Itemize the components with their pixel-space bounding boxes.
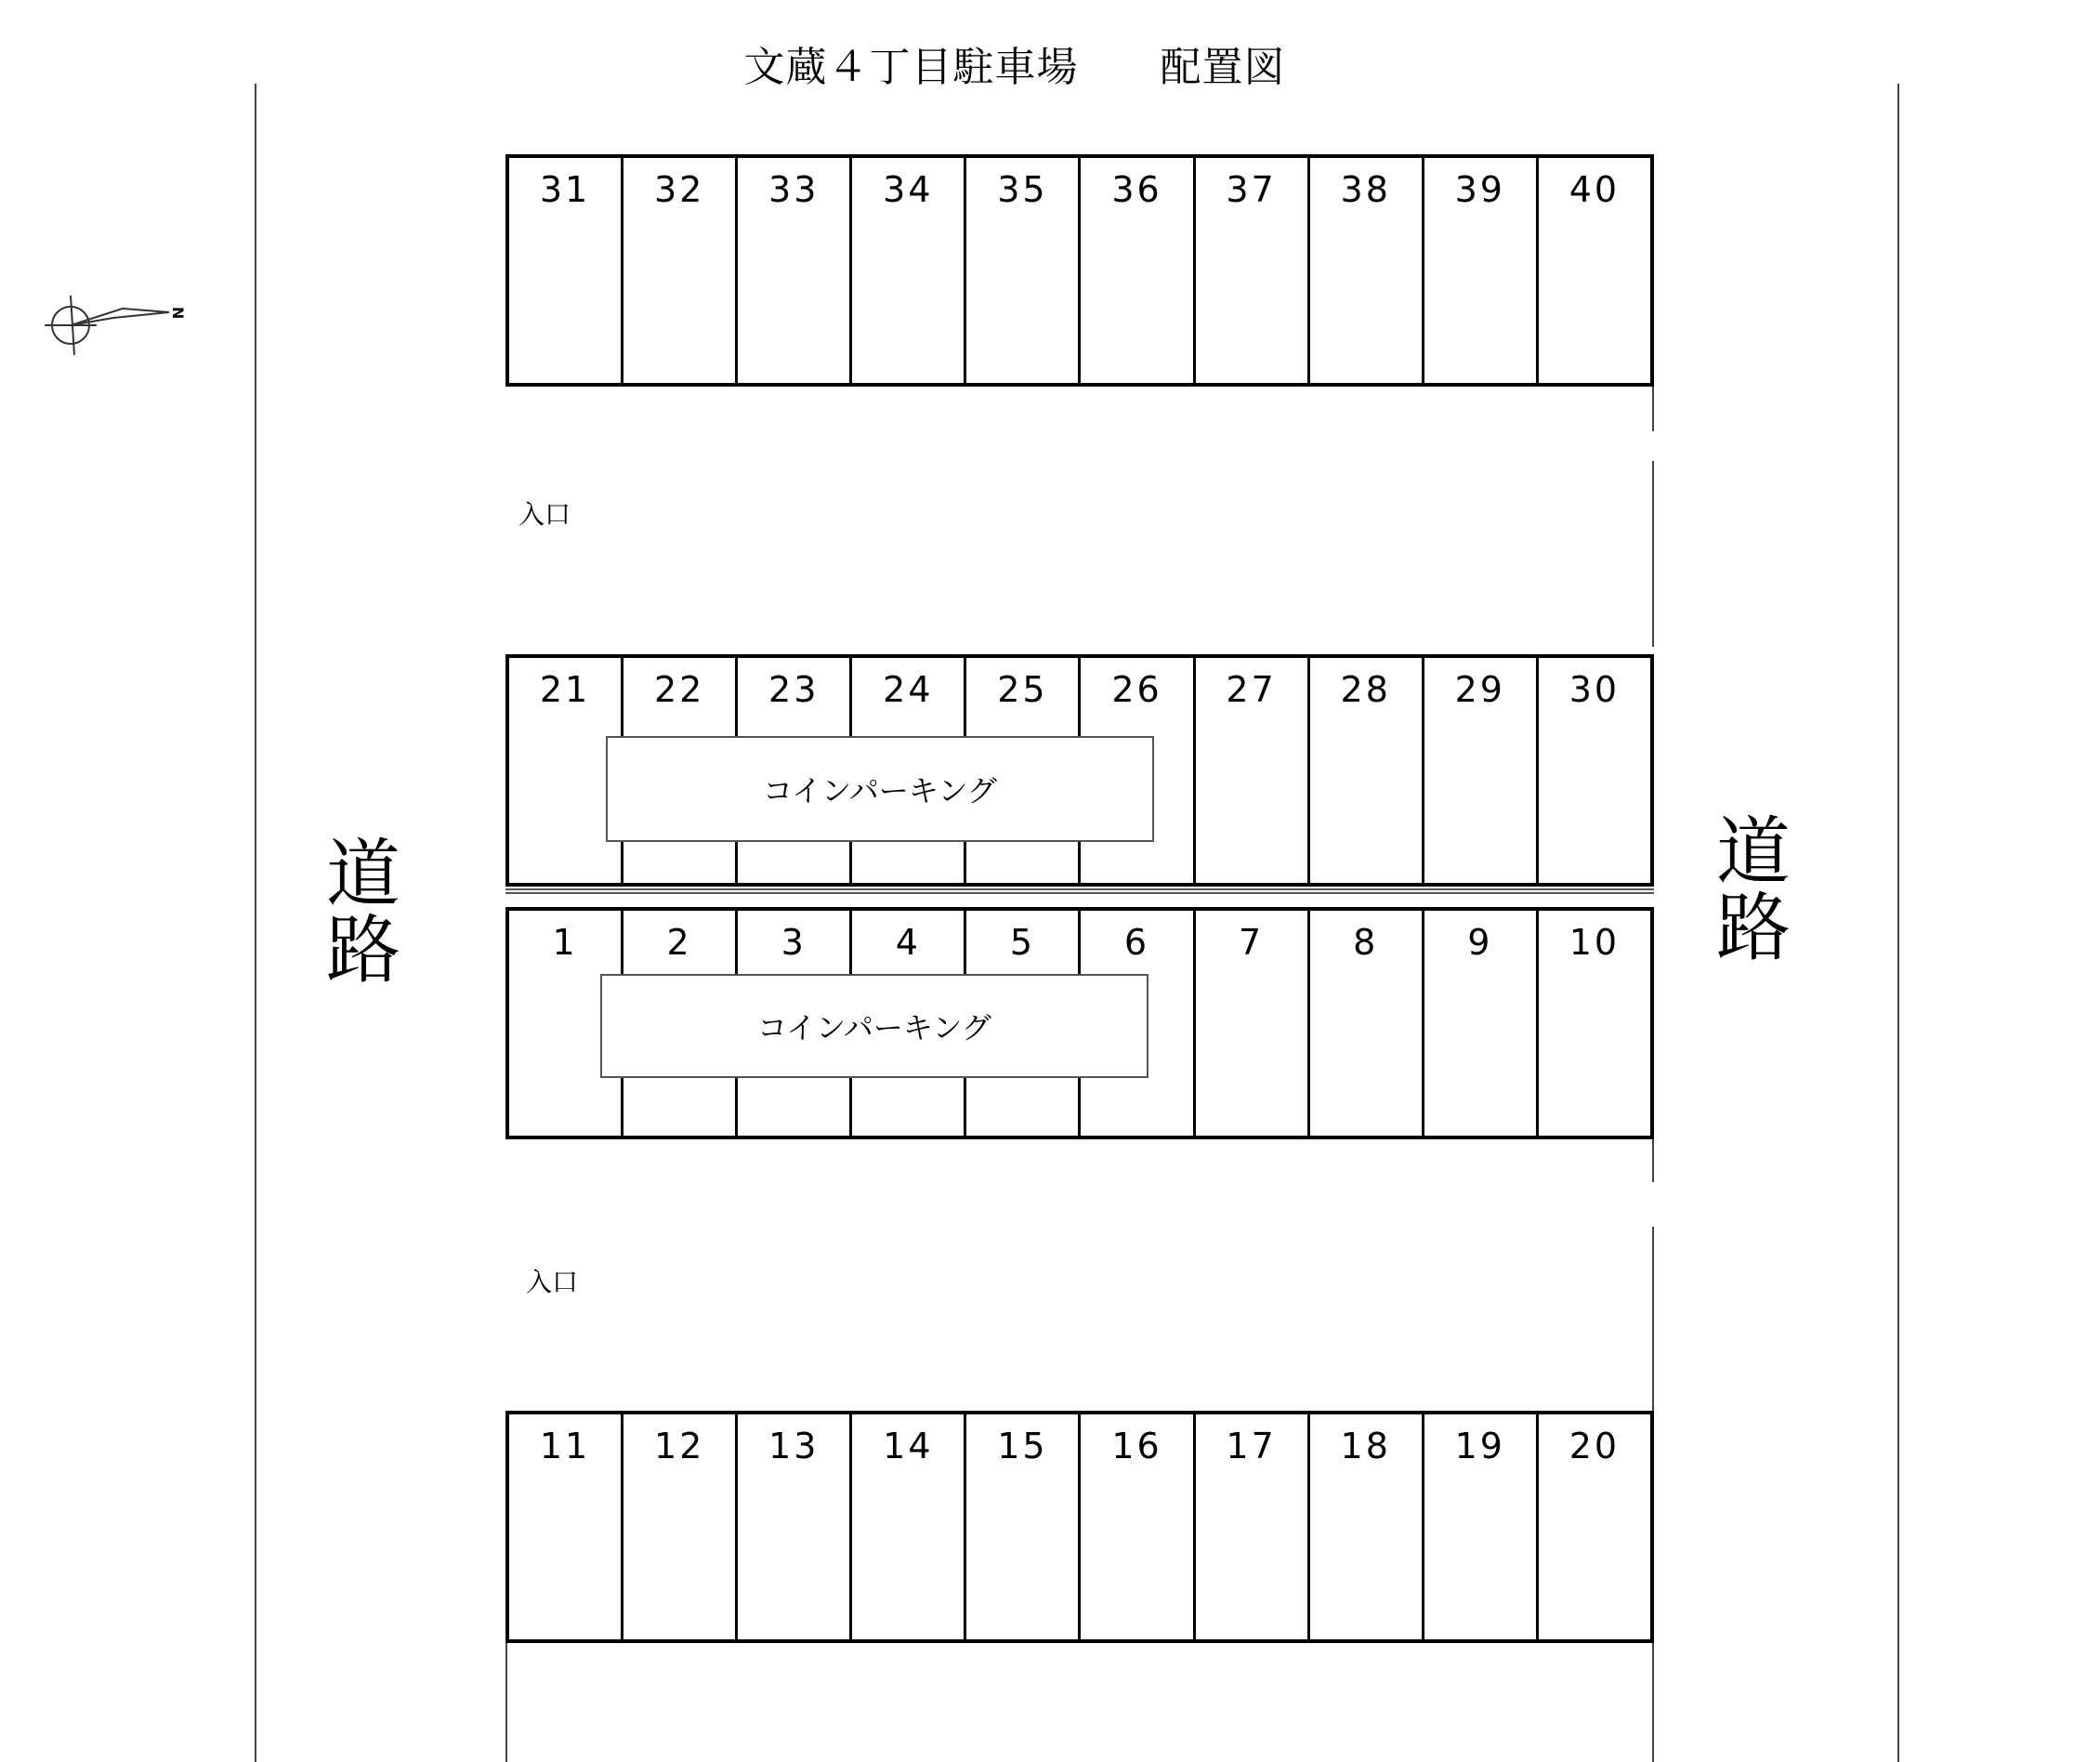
parking-stall[interactable] (1424, 158, 1539, 383)
stall-number: 21 (539, 669, 591, 710)
parking-stall[interactable] (1539, 658, 1650, 883)
stall-number: 12 (653, 1426, 705, 1466)
stall-number: 25 (997, 669, 1048, 710)
north-label: N (169, 307, 187, 320)
stall-number: 27 (1226, 669, 1277, 710)
median-divider (505, 888, 1654, 894)
road-char: 道 (326, 831, 400, 917)
parking-stall[interactable] (1539, 158, 1650, 383)
stall-number: 24 (883, 669, 934, 710)
stall-number: 2 (666, 922, 692, 963)
parking-stall[interactable] (623, 1414, 738, 1639)
parking-stall[interactable] (509, 1414, 623, 1639)
stall-number: 35 (997, 169, 1048, 210)
stall-number: 28 (1340, 669, 1391, 710)
road-edge-left (255, 84, 256, 1762)
stall-row-31-40 (505, 154, 1654, 387)
stall-number: 31 (539, 169, 591, 210)
stall-number: 19 (1454, 1426, 1505, 1466)
parking-stall[interactable] (1539, 911, 1650, 1136)
lot-edge-right-3 (1652, 1136, 1654, 1182)
parking-stall[interactable] (738, 1414, 852, 1639)
stall-number: 23 (768, 669, 820, 710)
coin-parking-zone-lower: コインパーキング (600, 974, 1148, 1078)
stall-number: 5 (1009, 922, 1036, 963)
stall-number: 39 (1454, 169, 1505, 210)
parking-stall[interactable] (852, 1414, 966, 1639)
stall-number: 6 (1123, 922, 1150, 963)
stall-number: 38 (1340, 169, 1391, 210)
stall-number: 4 (895, 922, 921, 963)
north-arrow-icon (41, 288, 199, 362)
stall-number: 9 (1467, 922, 1493, 963)
road-char: 路 (326, 907, 400, 993)
layout-label: 配置図 (1160, 44, 1286, 91)
lot-edge-left-bottom (505, 1636, 507, 1762)
lot-edge-right-2 (1652, 461, 1654, 647)
parking-stall[interactable] (623, 158, 738, 383)
stall-number: 33 (768, 169, 820, 210)
stall-number: 18 (1340, 1426, 1391, 1466)
parking-stall[interactable] (966, 1414, 1081, 1639)
parking-stall[interactable] (738, 158, 852, 383)
stall-number: 8 (1353, 922, 1379, 963)
parking-stall[interactable] (1424, 1414, 1539, 1639)
stall-number: 36 (1111, 169, 1162, 210)
stall-number: 1 (552, 922, 578, 963)
parking-stall[interactable] (1196, 158, 1310, 383)
stall-number: 7 (1239, 922, 1265, 963)
parking-stall[interactable] (1424, 911, 1539, 1136)
road-char: 路 (1716, 885, 1791, 971)
stall-number: 22 (653, 669, 705, 710)
entrance-upper: 入口 (518, 499, 571, 530)
parking-stall[interactable] (1081, 158, 1195, 383)
stall-number: 26 (1111, 669, 1162, 710)
stall-number: 13 (768, 1426, 820, 1466)
parking-stall[interactable] (1310, 158, 1424, 383)
lot-name: 文蔵４丁目駐車場 (743, 44, 1079, 91)
stall-number: 15 (997, 1426, 1048, 1466)
stall-number: 14 (883, 1426, 934, 1466)
road-label-right (1712, 809, 1795, 971)
stall-number: 34 (883, 169, 934, 210)
parking-stall[interactable] (1310, 658, 1424, 883)
parking-stall[interactable] (852, 158, 966, 383)
parking-stall[interactable] (1424, 658, 1539, 883)
stall-number: 3 (781, 922, 807, 963)
stall-number: 29 (1454, 669, 1505, 710)
parking-stall[interactable] (509, 158, 623, 383)
stall-number: 16 (1111, 1426, 1162, 1466)
stall-number: 40 (1568, 169, 1621, 210)
road-label-left (322, 831, 405, 993)
stall-number: 11 (539, 1426, 591, 1466)
stall-number: 10 (1568, 922, 1621, 963)
stall-number: 30 (1568, 669, 1621, 710)
parking-stall[interactable] (1310, 1414, 1424, 1639)
parking-stall[interactable] (966, 158, 1081, 383)
entrance-lower: 入口 (526, 1267, 579, 1297)
parking-stall[interactable] (1196, 658, 1310, 883)
parking-stall[interactable] (1196, 911, 1310, 1136)
lot-edge-right-bottom (1652, 1636, 1654, 1762)
page-title (0, 33, 2100, 93)
road-edge-right (1897, 84, 1899, 1762)
parking-stall[interactable] (1196, 1414, 1310, 1639)
parking-stall[interactable] (1310, 911, 1424, 1136)
stall-number: 37 (1226, 169, 1277, 210)
parking-stall[interactable] (1539, 1414, 1650, 1639)
lot-edge-right-1 (1652, 383, 1654, 431)
coin-parking-zone-upper: コインパーキング (606, 736, 1154, 842)
road-char: 道 (1716, 809, 1791, 895)
parking-stall[interactable] (1081, 1414, 1195, 1639)
stall-row-11-20 (505, 1411, 1654, 1643)
stall-number: 20 (1568, 1426, 1621, 1466)
lot-edge-right-4 (1652, 1227, 1654, 1413)
stall-number: 32 (653, 169, 705, 210)
stall-number: 17 (1226, 1426, 1277, 1466)
